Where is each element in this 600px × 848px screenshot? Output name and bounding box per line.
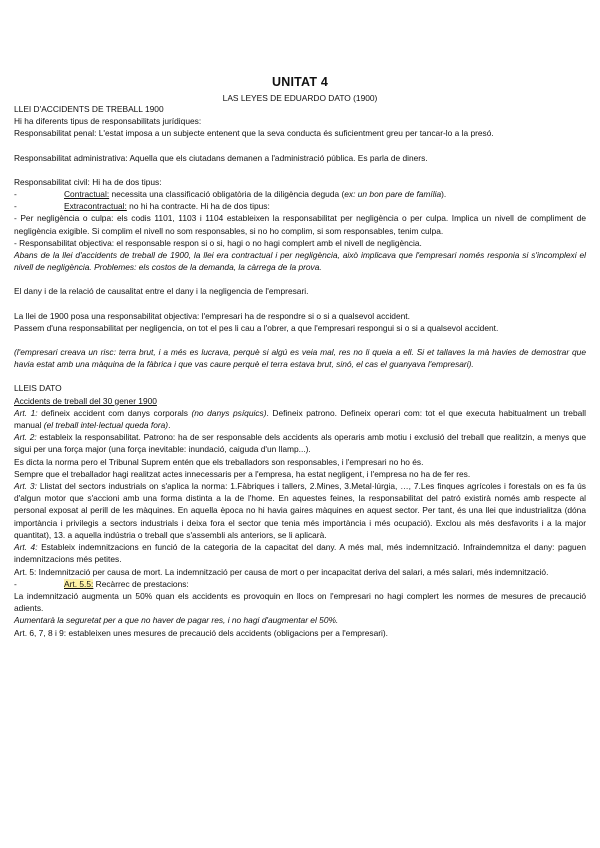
empresari-note: (l'empresari creava un risc: terra brut, i a més es lucrava, perquè si algú es veia mal, res no li queia a ell. Si et tallaves la mà havies de demostrar que havia estat amb una màquina de la fàbrica i que vas caure perquè el terra estava brut, sinó, el cas el guanyava l'empresari). xyxy=(14,347,586,370)
extracontractual-text: no hi ha contracte. Hi ha de dos tipus: xyxy=(126,201,270,212)
document-body xyxy=(14,103,586,639)
page-subtitle: LAS LEYES DE EDUARDO DATO (1900) xyxy=(222,93,378,103)
art1-label: Art. 1: xyxy=(14,407,38,418)
contractual-example: ex: un bon pare de família xyxy=(344,189,442,200)
abans-paragraph: Abans de la llei d'accidents de treball de 1900, la llei era contractual i per negligència, això implicava que l'empresari només responia si s'incomplexi el nivell de negligència. Problemes: els costos de la demanda, la càrrega de la prova. xyxy=(14,250,586,273)
art1-text-b: (no danys psíquics) xyxy=(191,407,267,418)
art2-text: estableix la responsabilitat. Patrono: ha de ser responsable dels accidents als operaris amb motiu i exclusió del treball que realitzin, a menys que sigui per una força major (una força inevitable: inundació, caiguda d'un llamp...). xyxy=(14,432,586,455)
art55-item xyxy=(14,578,586,590)
passem-paragraph: Passem d'una responsabilitat per negligencia, on tot el pes li cau a l'obrer, a que l'empresari respongui si o si a qualsevol accident. xyxy=(14,322,499,333)
extracontractual-item: - Extracontractual: no hi ha contracte. Hi ha de dos tipus: xyxy=(14,201,270,212)
art55-label: Art. 5.5: xyxy=(64,578,94,589)
art1-text-d: (el treball intel·lectual queda fora) xyxy=(43,420,169,431)
art3-label: Art. 3: xyxy=(14,481,37,492)
art1-text-c: . Defineix patrono. Defineix operari com: tot el que executa habitualment un treball manual xyxy=(14,407,587,431)
art1-text-a: defineix accident com danys corporals xyxy=(37,407,192,418)
art2-paragraph xyxy=(14,431,586,455)
contractual-end: ). xyxy=(441,189,447,200)
art1-paragraph xyxy=(14,407,586,431)
art55-dash: - xyxy=(14,578,17,589)
dany-paragraph: El dany i de la relació de causalitat entre el dany i la negligencia de l'empresari. xyxy=(14,286,309,297)
extracontractual-label: Extracontractual: xyxy=(64,201,127,212)
art55-text: Recàrrec de prestacions: xyxy=(93,578,189,589)
art1-text-e: . xyxy=(168,420,171,431)
objectiva-paragraph: - Responsabilitat objectiva: el responsable respon si o si, hagi o no hagi complert amb el nivell de negligència. xyxy=(14,237,422,248)
contractual-label: Contractual: xyxy=(64,189,110,200)
intro-text: Hi ha diferents tipus de responsabilitats jurídiques: xyxy=(14,116,202,127)
indem-paragraph: La indemnització augmenta un 50% quan els accidents es provoquin en llocs on l'empresari no hagi complert les normes de mesures de precaució adients. xyxy=(14,590,586,614)
admin-paragraph: Responsabilitat administrativa: Aquella que els ciutadans demanen a l'administració pública. Es parla de diners. xyxy=(14,152,428,163)
contractual-item: - Contractual: necessita una classificació obligatòria de la diligència deguda (ex: un bon pare de família). xyxy=(14,189,447,200)
section-subheading: Accidents de treball del 30 gener 1900 xyxy=(14,395,157,406)
art3-paragraph xyxy=(14,480,586,541)
aumentara-paragraph: Aumentarà la seguretat per a que no haver de pagar res, i no hagi d'augmentar el 50%. xyxy=(14,615,339,626)
art4-paragraph xyxy=(14,541,586,565)
art3-text: Llistat del sectors industrials on s'aplica la norma: 1.Fàbriques i tallers, 2.Mines, 3.Metal·lúrgia, …, 7.Les finques agrícoles i forestals on es fa ús d'algun motor que s'accioni amb una forma distinta a la de l'home. En aquestes feines, la responsabilitat del patró existirà només amb respecte al personal exposat al perill de les màquines. En aquella època no hi havia gaires màquines en aquest sector. Per tant, és una llei que industrialitza (dóna importància i privilegis a sectors industrials i deixa fora el sector que tenia més importància i més ocupació). Exclou als més desfavorits i a la major quantitat), 13. a aquella indústria o treball que s'assembli als anteriors, se li aplicarà. xyxy=(14,481,586,540)
section-heading-llei: LLEI D'ACCIDENTS DE TREBALL 1900 xyxy=(14,104,164,114)
art4-label: Art. 4: xyxy=(14,542,38,553)
art2-label: Art. 2: xyxy=(14,432,37,443)
contractual-text: necessita una classificació obligatòria de la diligència deguda ( xyxy=(109,189,345,200)
negligencia-paragraph: - Per negligència o culpa: els codis 1101, 1103 i 1104 estableixen la responsabilitat per negligència o per culpa. Implica un nivell de compliment de negligència exigible. Si complim el nivell no som responsables, si no ho complim, si som responsables, tenim culpa. xyxy=(14,213,586,236)
art6-paragraph: Art. 6, 7, 8 i 9: estableixen unes mesures de precaució dels accidents (obligacions per a l'empresari). xyxy=(14,627,389,638)
civil-intro: Responsabilitat civil: Hi ha de dos tipus: xyxy=(14,176,162,187)
sempre-paragraph: Sempre que el treballador hagi realitzat actes innecessaris per a l'empresa, ha estat negligent, i l'empresa no ha de fer res. xyxy=(14,468,471,479)
dicta-paragraph: Es dicta la norma pero el Tribunal Suprem entén que els treballadors son responsables, i l'empresari no ho és. xyxy=(14,456,424,467)
penal-paragraph: Responsabilitat penal: L'estat imposa a un subjecte entenent que la seva conducta és suficientment greu per tancar-lo a la presó. xyxy=(14,128,494,139)
art5-paragraph: Art. 5: Indemnització per causa de mort. La indemnització per causa de mort o per incapacitat deriva del salari, a més salari, més indemnització. xyxy=(14,566,549,577)
art4-text: Estableix indemnitzacions en funció de la categoria de la capacitat del dany. A més mal, més indemnització. Infraindemnitza el dany: paguen indemnitzacions més petites. xyxy=(14,542,586,565)
section-heading-lleis-dato: LLEIS DATO xyxy=(14,383,62,394)
llei1900-paragraph: La llei de 1900 posa una responsabilitat objectiva: l'empresari ha de respondre si o si a qualsevol accident. xyxy=(14,310,410,321)
page-title: UNITAT 4 xyxy=(272,75,328,89)
